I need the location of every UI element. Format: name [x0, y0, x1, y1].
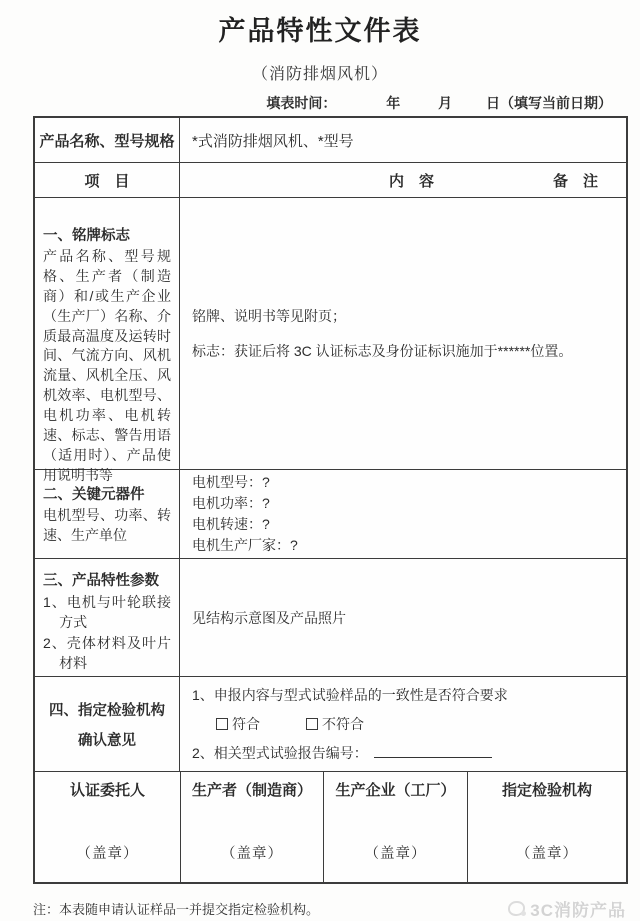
section-key-components-row	[35, 469, 626, 558]
date-year-label: 年	[386, 95, 401, 111]
section-2-description: 电机型号、功率、转速、生产单位	[43, 506, 171, 543]
product-characteristics-table	[33, 116, 628, 884]
section-2-content-line: 电机生产厂家：?	[192, 537, 298, 553]
stamp-cell-inspection-body	[468, 772, 626, 882]
section-2-content-line: 电机型号：?	[192, 474, 270, 490]
stamp-cell-applicant	[35, 772, 181, 882]
conformity-options	[192, 714, 626, 734]
section-4-title-line: 四、指定检验机构	[49, 702, 165, 719]
section-1-content-line: 铭牌、说明书等见附页；	[192, 308, 346, 324]
section-3-content-line: 见结构示意图及产品照片	[192, 609, 346, 626]
stamp-placeholder: （盖章）	[221, 846, 283, 862]
section-3-item: 2、壳体材料及叶片材料	[43, 634, 171, 671]
stamp-title: 认证委托人	[69, 782, 145, 799]
page-subtitle: （消防排烟风机）	[251, 66, 388, 83]
stamp-placeholder: （盖章）	[364, 846, 427, 862]
report-number-label: 2、相关型式试验报告编号：	[192, 745, 368, 761]
stamp-placeholder: （盖章）	[76, 846, 139, 862]
conformity-question: 1、申报内容与型式试验样品的一致性是否符合要求	[192, 687, 508, 703]
section-2-content-line: 电机功率：?	[192, 495, 270, 511]
section-inspection-confirmation-row	[35, 676, 626, 771]
section-2-title: 二、关键元器件	[43, 486, 145, 503]
column-header-item: 项 目	[35, 163, 180, 197]
checkbox-icon	[306, 718, 318, 730]
brand-logo-icon	[508, 901, 525, 916]
brand-watermark	[508, 896, 626, 921]
date-month-label: 月	[438, 95, 453, 111]
stamp-title: 生产企业（工厂）	[335, 782, 456, 799]
brand-watermark-text: 3C消防产品	[530, 901, 626, 920]
report-number-blank[interactable]	[374, 744, 492, 758]
checkbox-conform-label: 符合	[232, 716, 260, 732]
page-title: 产品特性文件表	[218, 16, 422, 46]
column-header-content: 内 容	[388, 172, 434, 190]
section-3-item: 1、电机与叶轮联接方式	[43, 594, 171, 631]
checkbox-not-conform[interactable]	[306, 714, 364, 734]
section-1-title: 一、铭牌标志	[43, 228, 130, 244]
checkbox-conform[interactable]	[216, 714, 260, 734]
stamp-placeholder: （盖章）	[516, 846, 578, 862]
stamp-cell-factory	[324, 772, 468, 882]
date-label: 填表时间：	[266, 95, 337, 111]
page-footer	[33, 896, 626, 921]
section-product-parameters-row	[35, 558, 626, 676]
section-3-title: 三、产品特性参数	[43, 573, 159, 589]
column-header-remark: 备 注	[552, 172, 598, 190]
checkbox-not-conform-label: 不符合	[322, 716, 364, 732]
footnote: 注：本表随申请认证样品一并提交指定检验机构。	[33, 902, 320, 917]
product-name-row	[35, 118, 626, 162]
date-day-label: 日（填写当前日期）	[486, 95, 612, 111]
date-line	[33, 93, 628, 113]
product-name-value: *式消防排烟风机、*型号	[192, 132, 354, 150]
stamp-row	[35, 771, 626, 882]
section-4-title-line: 确认意见	[78, 732, 136, 749]
product-name-label: 产品名称、型号规格	[35, 118, 180, 162]
section-1-description: 产品名称、型号规格、生产者（制造商）和/或生产企业（生产厂）名称、介质最高温度及运转时间、气流方向、风机流量、风机全压、风机效率、电机型号、电机功率、电机转速、标志、警告用语（适用时）、产品使用说明书等	[43, 248, 171, 483]
column-header-row	[35, 162, 626, 197]
section-nameplate-row	[35, 197, 626, 483]
stamp-title: 生产者（制造商）	[191, 782, 312, 799]
section-1-content-line: 标志：获证后将 3C 认证标志及身份证标识施加于******位置。	[192, 343, 573, 359]
stamp-title: 指定检验机构	[501, 782, 592, 799]
section-2-content-line: 电机转速：?	[192, 516, 270, 532]
stamp-cell-producer	[181, 772, 324, 882]
checkbox-icon	[216, 718, 228, 730]
